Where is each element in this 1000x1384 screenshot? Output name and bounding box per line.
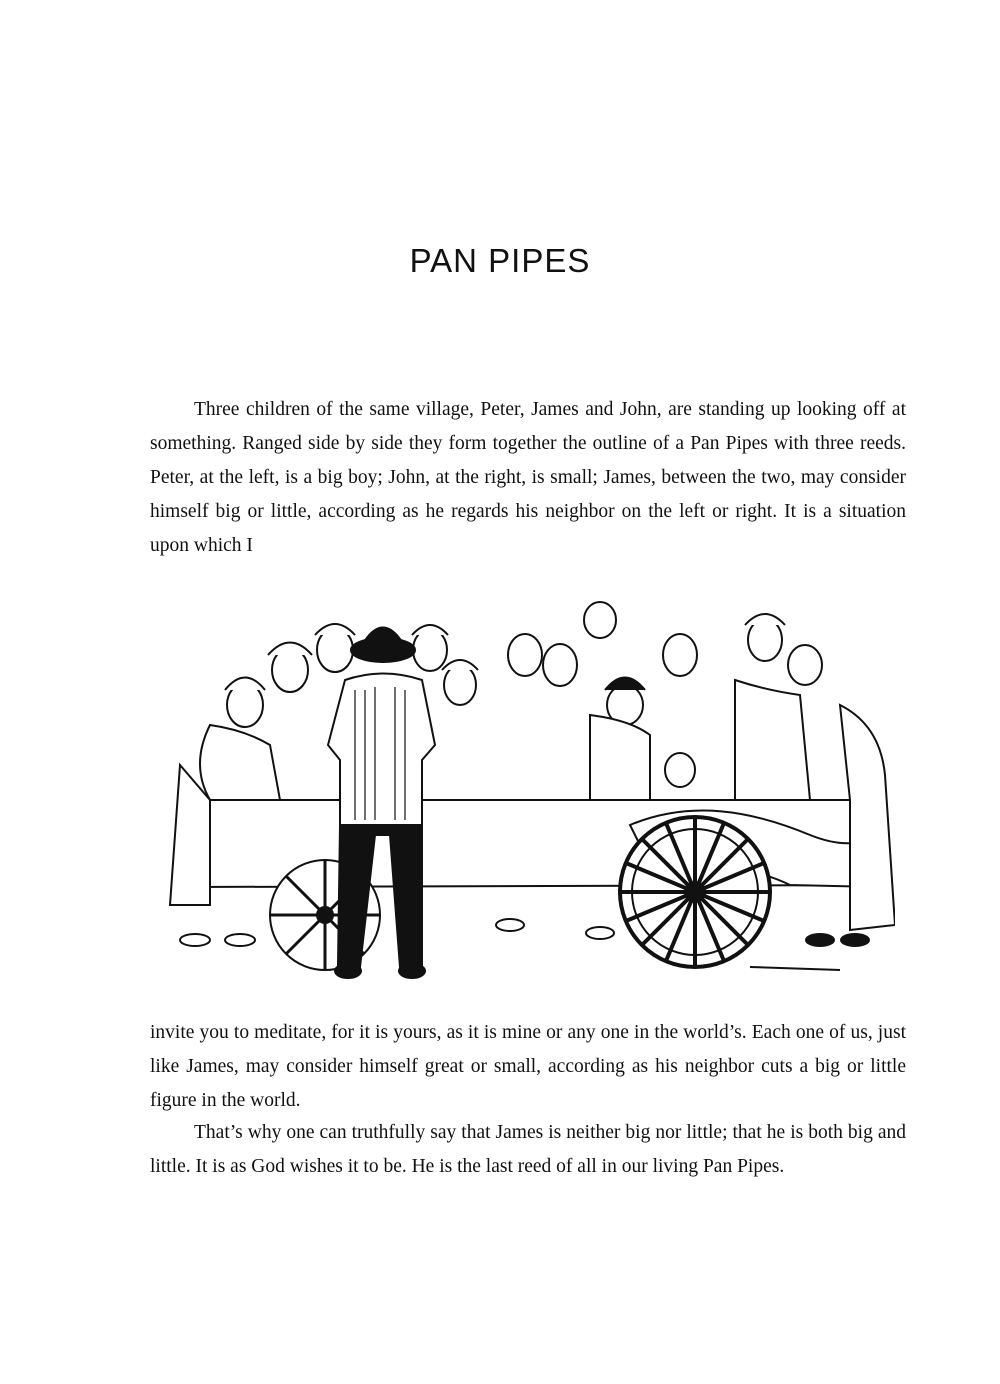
paragraph-opening: Three children of the same village, Peter, James and John, are standing up looking off at something. Ranged side by side they form together the outline of a Pan Pipes with three reeds. Peter, at the left, is a big boy; John, at the right, is small; James, between the two, may consider himself big or little, according as he regards his neighbor on the left or right. It is a situation upon which I — [150, 399, 906, 556]
children-around-cart-illustration — [150, 595, 895, 990]
page-title: PAN PIPES — [409, 242, 591, 279]
paragraph-closing: That’s why one can truthfully say that James is neither big nor little; that he is both big and little. It is as God wishes it to be. He is the last reed of all in our living Pan Pipes. — [150, 1122, 906, 1177]
paragraph-continued: invite you to meditate, for it is yours, as it is mine or any one in the world’s. Each one of us, just like James, may consider himself great or small, according as his neighbor cuts a big or little figure in the world. — [150, 1022, 906, 1111]
